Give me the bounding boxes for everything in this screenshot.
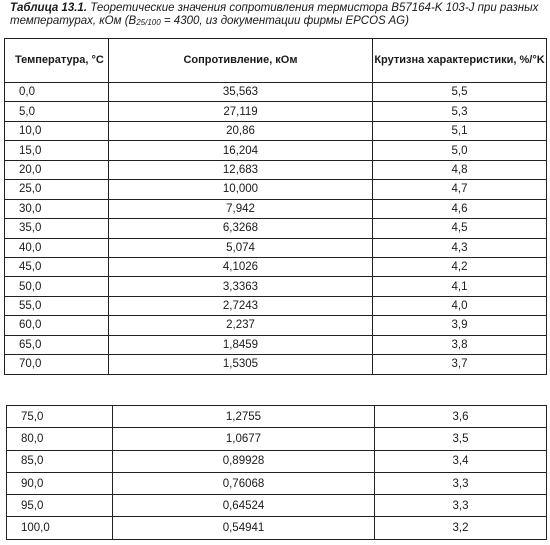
cell-temperature: 80,0 <box>7 428 113 450</box>
cell-slope: 4,2 <box>373 257 547 276</box>
cell-temperature: 90,0 <box>7 472 113 494</box>
table-body-main <box>5 83 547 375</box>
header-row <box>5 39 547 83</box>
cell-temperature: 40,0 <box>5 238 109 257</box>
table-row <box>5 277 547 296</box>
table-row <box>5 335 547 354</box>
cell-temperature: 75,0 <box>7 406 113 428</box>
cell-resistance: 20,86 <box>109 121 373 140</box>
cell-resistance: 35,563 <box>109 83 373 102</box>
caption-text: Теоретические значения сопротивления термистора B57164-K 103-J при разных температурах, кОм (B <box>10 2 539 27</box>
cell-resistance: 1,5305 <box>109 355 373 374</box>
cell-temperature: 70,0 <box>5 355 109 374</box>
table-row <box>7 472 547 494</box>
cell-slope: 3,6 <box>375 406 547 428</box>
cell-temperature: 60,0 <box>5 316 109 335</box>
cell-resistance: 12,683 <box>109 160 373 179</box>
cell-slope: 3,8 <box>373 335 547 354</box>
table-row <box>5 296 547 315</box>
table-row <box>7 406 547 428</box>
cell-temperature: 5,0 <box>5 102 109 121</box>
cell-slope: 4,3 <box>373 238 547 257</box>
cell-resistance: 7,942 <box>109 199 373 218</box>
cell-temperature: 20,0 <box>5 160 109 179</box>
table-row <box>7 450 547 472</box>
cell-temperature: 55,0 <box>5 296 109 315</box>
cell-slope: 3,3 <box>375 472 547 494</box>
thermistor-table-main <box>4 38 547 375</box>
cell-temperature: 30,0 <box>5 199 109 218</box>
table-row <box>5 355 547 374</box>
cell-slope: 4,6 <box>373 199 547 218</box>
table-caption <box>10 2 546 28</box>
caption-subscript: 25/100 <box>136 18 161 27</box>
cell-slope: 4,0 <box>373 296 547 315</box>
cell-temperature: 65,0 <box>5 335 109 354</box>
caption-text-end: = 4300, из документации фирмы EPCOS AG) <box>160 15 409 27</box>
cell-resistance: 16,204 <box>109 141 373 160</box>
table-row <box>5 160 547 179</box>
cell-temperature: 25,0 <box>5 180 109 199</box>
table-row <box>5 257 547 276</box>
cell-slope: 3,5 <box>375 428 547 450</box>
cell-resistance: 2,7243 <box>109 296 373 315</box>
cell-temperature: 95,0 <box>7 495 113 517</box>
table-row <box>7 428 547 450</box>
cell-resistance: 0,64524 <box>113 495 375 517</box>
table-row <box>5 238 547 257</box>
cell-resistance: 1,0677 <box>113 428 375 450</box>
cell-slope: 3,2 <box>375 517 547 539</box>
table-row <box>5 141 547 160</box>
cell-slope: 3,7 <box>373 355 547 374</box>
cell-slope: 3,4 <box>375 450 547 472</box>
cell-slope: 5,1 <box>373 121 547 140</box>
cell-temperature: 85,0 <box>7 450 113 472</box>
cell-slope: 3,9 <box>373 316 547 335</box>
header-temperature: Температура, °С <box>5 39 109 83</box>
header-slope: Крутизна характеристики, %/°K <box>373 39 547 83</box>
cell-slope: 4,7 <box>373 180 547 199</box>
cell-resistance: 5,074 <box>109 238 373 257</box>
cell-slope: 3,3 <box>375 495 547 517</box>
table-row <box>5 83 547 102</box>
cell-slope: 4,8 <box>373 160 547 179</box>
cell-resistance: 1,2755 <box>113 406 375 428</box>
thermistor-table-continuation <box>6 405 547 540</box>
cell-temperature: 0,0 <box>5 83 109 102</box>
cell-resistance: 1,8459 <box>109 335 373 354</box>
table-row <box>5 180 547 199</box>
cell-temperature: 50,0 <box>5 277 109 296</box>
caption-label: Таблица 13.1. <box>10 2 88 14</box>
table-row <box>5 121 547 140</box>
cell-resistance: 2,237 <box>109 316 373 335</box>
table-row <box>5 316 547 335</box>
cell-resistance: 0,76068 <box>113 472 375 494</box>
cell-resistance: 10,000 <box>109 180 373 199</box>
table-row <box>5 199 547 218</box>
table-row <box>5 102 547 121</box>
cell-resistance: 3,3363 <box>109 277 373 296</box>
cell-temperature: 35,0 <box>5 219 109 238</box>
cell-temperature: 100,0 <box>7 517 113 539</box>
table-body-continuation <box>7 406 547 540</box>
table-row <box>7 517 547 539</box>
cell-slope: 5,5 <box>373 83 547 102</box>
cell-slope: 5,3 <box>373 102 547 121</box>
cell-slope: 4,5 <box>373 219 547 238</box>
cell-resistance: 0,54941 <box>113 517 375 539</box>
header-resistance: Сопротивление, кОм <box>109 39 373 83</box>
cell-resistance: 27,119 <box>109 102 373 121</box>
cell-resistance: 0,89928 <box>113 450 375 472</box>
cell-temperature: 15,0 <box>5 141 109 160</box>
cell-slope: 4,1 <box>373 277 547 296</box>
cell-resistance: 4,1026 <box>109 257 373 276</box>
cell-temperature: 45,0 <box>5 257 109 276</box>
table-row <box>5 219 547 238</box>
cell-temperature: 10,0 <box>5 121 109 140</box>
table-row <box>7 495 547 517</box>
cell-slope: 5,0 <box>373 141 547 160</box>
cell-resistance: 6,3268 <box>109 219 373 238</box>
